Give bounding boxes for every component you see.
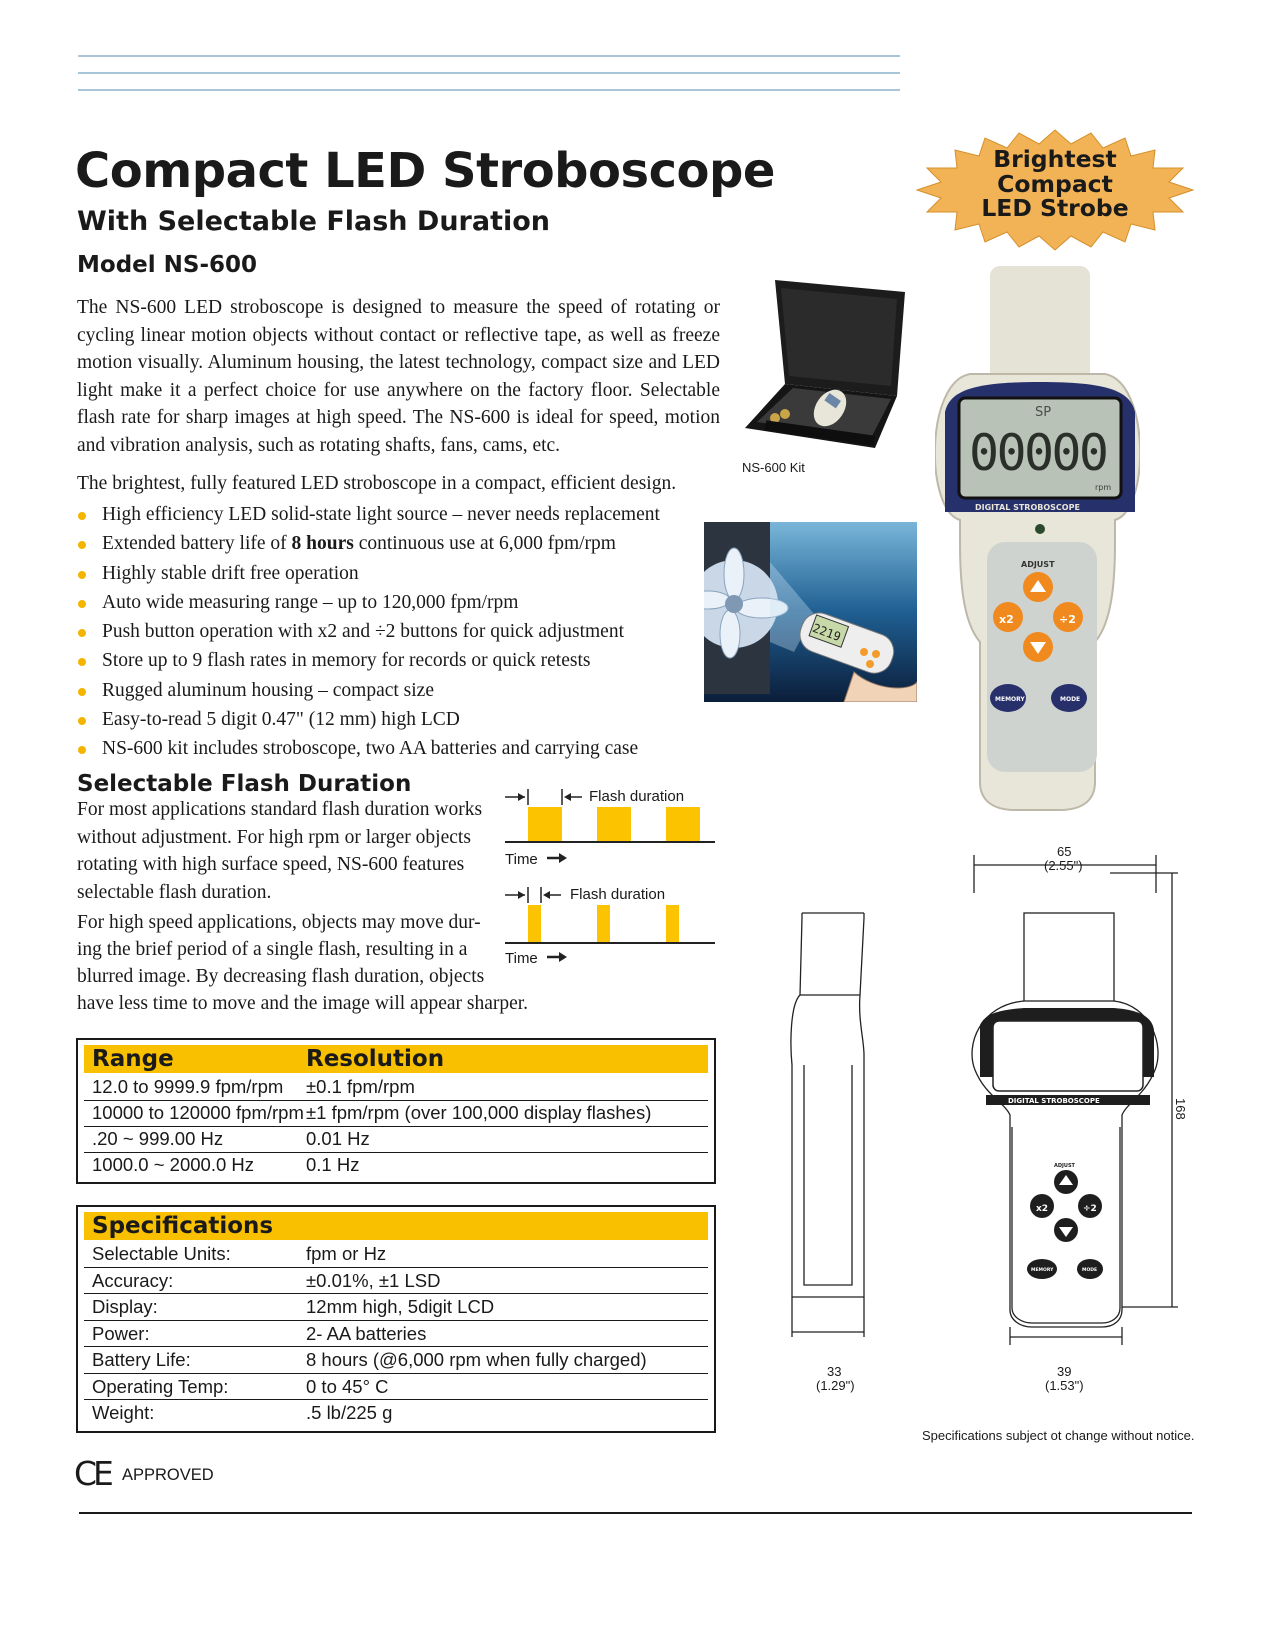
div2-label: ÷2 <box>1059 613 1076 626</box>
height-mm-label: 168 <box>1173 1098 1188 1120</box>
table-row: Operating Temp: 0 to 45° C <box>84 1373 708 1401</box>
width-mm-label: 65 <box>1057 844 1072 859</box>
dimension-drawing <box>780 845 1205 1410</box>
time-label-1: Time <box>505 851 538 868</box>
badge-line-1: Brightest <box>993 145 1117 173</box>
table-row: Selectable Units: fpm or Hz <box>84 1240 708 1268</box>
flash-paragraph-2-line-2: ing the brief period of a single flash, resulting in a <box>77 939 468 960</box>
mode-label: MODE <box>1060 696 1081 703</box>
flash-paragraph-1: For most applications standard flash duration works without adjustment. For high rpm or larger objects rotating with high surface speed, NS-600 features selectable flash duration. <box>77 799 483 903</box>
lcd-unit: rpm <box>1095 483 1112 492</box>
spec-table-header <box>84 1212 708 1240</box>
list-item: NS-600 kit includes stroboscope, two AA batteries and carrying case <box>77 734 660 763</box>
table-row: .20 ~ 999.00 Hz 0.01 Hz <box>84 1125 708 1153</box>
drawing-adjust-label: ADJUST <box>1054 1163 1075 1169</box>
flash-paragraph-2-line-4: have less time to move and the image will appear sharper. <box>77 993 529 1014</box>
x2-label: x2 <box>999 613 1014 626</box>
lcd-digits: 00000 <box>969 424 1109 482</box>
device-brand-strip: DIGITAL STROBOSCOPE <box>975 503 1080 512</box>
table-row: Battery Life: 8 hours (@6,000 rpm when fully charged) <box>84 1346 708 1374</box>
badge-line-2: Compact <box>997 170 1113 198</box>
features-lead: The brightest, fully featured LED stroboscope in a compact, efficient design. <box>77 473 677 494</box>
list-item: Push button operation with x2 and ÷2 buttons for quick adjustment <box>77 617 660 646</box>
flash-section-title: Selectable Flash Duration <box>77 771 412 797</box>
list-item: Rugged aluminum housing – compact size <box>77 676 660 705</box>
approved-label: APPROVED <box>122 1466 214 1484</box>
list-item: Highly stable drift free operation <box>77 559 660 588</box>
table-row: 1000.0 ~ 2000.0 Hz 0.1 Hz <box>92 1154 360 1175</box>
drawing-brand-strip: DIGITAL STROBOSCOPE <box>1008 1097 1100 1105</box>
table-row: Display: 12mm high, 5digit LCD <box>84 1293 708 1321</box>
spec-table-title: Specifications <box>92 1213 274 1239</box>
table-row: Accuracy: ±0.01%, ±1 LSD <box>84 1267 708 1295</box>
list-item: Auto wide measuring range – up to 120,000 fpm/rpm <box>77 588 660 617</box>
header-rule-2 <box>78 72 900 74</box>
flash-duration-label-1: Flash duration <box>589 788 685 805</box>
flash-duration-label-2: Flash duration <box>570 886 666 903</box>
adjust-label: ADJUST <box>1021 560 1055 569</box>
range-table-header <box>84 1045 708 1073</box>
list-item: Store up to 9 flash rates in memory for records or quick retests <box>77 646 660 675</box>
time-label-2: Time <box>505 950 538 967</box>
demo-display-readout: 2219 <box>810 620 843 645</box>
drawing-div2-label: ÷2 <box>1083 1204 1097 1214</box>
list-item: Extended battery life of 8 hours continuous use at 6,000 fpm/rpm <box>77 529 660 558</box>
bullet-icon <box>78 600 86 608</box>
flash-paragraph-2-line-1: For high speed applications, objects may move dur- <box>77 912 481 933</box>
bullet-icon <box>78 746 86 754</box>
base-mm-label: 39 <box>1057 1364 1072 1379</box>
feature-list <box>77 500 660 764</box>
specifications-notice: Specifications subject ot change without notice. <box>922 1428 1195 1443</box>
depth-mm-label: 33 <box>827 1364 842 1379</box>
ce-mark: CE <box>74 1454 110 1493</box>
bullet-icon <box>78 541 86 549</box>
header-rule-1 <box>78 55 900 57</box>
intro-paragraph: The NS-600 LED stroboscope is designed to measure the speed of rotating or cycling linear motion objects without contact or reflective tape, as well as freeze motion visually. Aluminum housing, the latest technology, compact size and LED light make it a perfect choice for use anywhere on the factory floor. Selectable flash rate for sharp images at high speed. The NS-600 is ideal for speed, motion and vibration analysis, such as rotating shafts, fans, cams, etc. <box>77 297 720 456</box>
bullet-icon <box>78 512 86 520</box>
resolution-column-header: Resolution <box>306 1046 445 1072</box>
bullet-icon <box>78 658 86 666</box>
bullet-icon <box>78 688 86 696</box>
lcd-sp-indicator: SP <box>1035 405 1052 420</box>
footer-rule <box>79 1512 1192 1514</box>
table-row: 12.0 to 9999.9 fpm/rpm ±0.1 fpm/rpm <box>84 1073 708 1101</box>
kit-caption: NS-600 Kit <box>742 460 805 475</box>
specifications-table <box>76 1205 716 1433</box>
drawing-memory-label: MEMORY <box>1031 1268 1054 1273</box>
base-in-label: (1.53") <box>1045 1378 1084 1393</box>
fan-demo-photo <box>704 522 917 702</box>
depth-in-label: (1.29") <box>816 1378 855 1393</box>
memory-label: MEMORY <box>995 696 1025 703</box>
drawing-mode-label: MODE <box>1082 1268 1098 1273</box>
header-rule-3 <box>78 89 900 91</box>
flash-paragraph-2-line-3: blurred image. By decreasing flash duration, objects <box>77 966 485 987</box>
range-resolution-table <box>76 1038 716 1184</box>
width-in-label: (2.55") <box>1044 858 1083 873</box>
page-title: Compact LED Stroboscope <box>75 143 775 199</box>
list-item: High efficiency LED solid-state light source – never needs replacement <box>77 500 660 529</box>
list-item: Easy-to-read 5 digit 0.47" (12 mm) high LCD <box>77 705 660 734</box>
carrying-case-photo <box>745 278 915 458</box>
badge-line-3: LED Strobe <box>981 194 1129 222</box>
drawing-x2-label: x2 <box>1036 1204 1049 1214</box>
table-row: 10000 to 120000 fpm/rpm ±1 fpm/rpm (over 100,000 display flashes) <box>84 1099 708 1127</box>
bullet-icon <box>78 571 86 579</box>
bullet-icon <box>78 629 86 637</box>
stroboscope-product-photo <box>935 262 1140 812</box>
page-subtitle: With Selectable Flash Duration <box>77 206 551 237</box>
table-row: Weight: .5 lb/225 g <box>92 1402 393 1423</box>
bullet-icon <box>78 717 86 725</box>
model-number: Model NS-600 <box>77 252 258 278</box>
table-row: Power: 2- AA batteries <box>84 1320 708 1348</box>
range-column-header: Range <box>92 1046 174 1072</box>
